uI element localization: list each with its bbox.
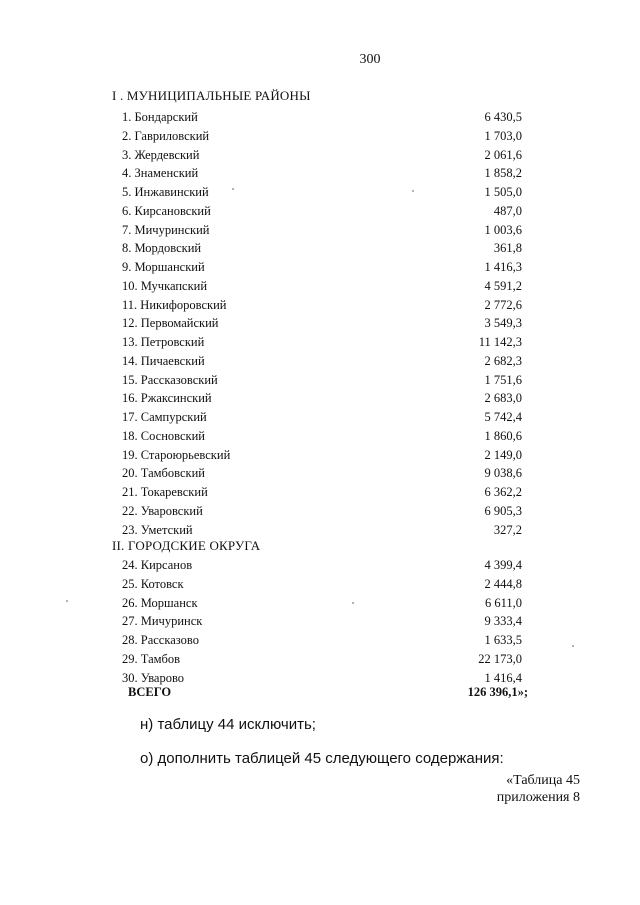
table-row — [122, 483, 522, 502]
district-amount: 9 038,6 — [484, 466, 522, 481]
section-title-city-districts: II. ГОРОДСКИЕ ОКРУГА — [112, 538, 261, 553]
table-row — [122, 296, 522, 315]
instruction-n: н) таблицу 44 исключить; — [140, 716, 316, 733]
district-amount: 327,2 — [493, 522, 522, 537]
instruction-o: о) дополнить таблицей 45 следующего содержания: — [140, 750, 504, 767]
district-amount: 487,0 — [493, 203, 522, 218]
table-row — [122, 146, 522, 165]
table-row — [122, 594, 522, 613]
caption-line-1: «Таблица 45 — [506, 773, 580, 788]
table-row — [122, 239, 522, 258]
district-name: 23. Уметский — [122, 522, 193, 537]
district-amount: 9 333,4 — [484, 614, 522, 629]
district-name: 10. Мучкапский — [122, 278, 208, 293]
table-row — [122, 258, 522, 277]
table-row — [122, 389, 522, 408]
table-row — [122, 446, 522, 465]
district-name: 17. Сампурский — [122, 410, 207, 424]
table-row — [122, 631, 522, 650]
district-name: 9. Моршанский — [122, 260, 205, 274]
table-row — [122, 277, 522, 296]
district-name: 11. Никифоровский — [122, 297, 227, 312]
district-name: 13. Петровский — [122, 335, 205, 349]
district-name: 22. Уваровский — [122, 503, 203, 518]
page-number: 300 — [359, 52, 381, 67]
district-name: 29. Тамбов — [122, 651, 181, 666]
district-name: 21. Токаревский — [122, 485, 208, 499]
table-row — [122, 202, 522, 221]
district-name: 25. Котовск — [122, 576, 184, 591]
scan-speck — [232, 188, 234, 190]
district-amount: 6 430,5 — [484, 110, 522, 124]
district-name: 2. Гавриловский — [122, 128, 210, 143]
district-amount: 6 905,3 — [484, 503, 522, 518]
district-name: 16. Ржаксинский — [122, 391, 212, 406]
table-row — [122, 371, 522, 390]
district-name: 14. Пичаевский — [122, 353, 205, 368]
district-amount: 1 751,6 — [484, 372, 522, 387]
district-name: 20. Тамбовский — [122, 466, 205, 481]
table-row — [122, 556, 522, 575]
table-row — [122, 108, 522, 127]
district-name: 24. Кирсанов — [122, 558, 193, 572]
district-name: 3. Жердевский — [122, 147, 200, 162]
district-amount: 3 549,3 — [484, 316, 522, 331]
district-amount: 11 142,3 — [478, 335, 522, 349]
table-row — [122, 352, 522, 371]
district-name: 5. Инжавинский — [122, 185, 209, 199]
scan-speck — [352, 602, 354, 604]
district-amount: 2 149,0 — [484, 447, 522, 462]
district-name: 6. Кирсановский — [122, 203, 211, 218]
district-amount: 361,8 — [493, 241, 522, 256]
table-row — [122, 612, 522, 631]
district-name: 15. Рассказовский — [122, 372, 218, 387]
district-amount: 4 399,4 — [484, 558, 522, 572]
total-value: 126 396,1»; — [467, 685, 528, 699]
total-label: ВСЕГО — [128, 685, 172, 699]
district-amount: 5 742,4 — [484, 410, 522, 424]
district-amount: 1 003,6 — [484, 222, 522, 237]
table-row — [122, 669, 522, 688]
scan-speck — [412, 190, 414, 192]
city-districts-list — [122, 556, 522, 687]
table-row — [122, 221, 522, 240]
district-name: 30. Уварово — [122, 670, 185, 685]
table-row — [122, 333, 522, 352]
section-title-municipal-districts: I . МУНИЦИПАЛЬНЫЕ РАЙОНЫ — [112, 88, 311, 103]
district-amount: 1 416,4 — [484, 670, 522, 685]
district-name: 1. Бондарский — [122, 110, 198, 124]
district-amount: 22 173,0 — [478, 651, 522, 666]
district-name: 27. Мичуринск — [122, 614, 203, 629]
district-amount: 4 591,2 — [484, 278, 522, 293]
table-caption — [497, 772, 580, 806]
table-row — [122, 521, 522, 540]
district-amount: 2 061,6 — [484, 147, 522, 162]
district-name: 28. Рассказово — [122, 633, 199, 647]
district-name: 8. Мордовский — [122, 241, 202, 256]
table-row — [122, 502, 522, 521]
district-name: 7. Мичуринский — [122, 222, 210, 237]
district-amount: 6 362,2 — [484, 485, 522, 499]
table-row — [122, 650, 522, 669]
district-name: 26. Моршанск — [122, 595, 198, 610]
scan-speck — [66, 600, 68, 602]
district-amount: 1 416,3 — [484, 260, 522, 274]
district-name: 19. Староюрьевский — [122, 447, 231, 462]
caption-line-2: приложения 8 — [496, 790, 580, 805]
district-amount: 1 703,0 — [484, 128, 522, 143]
municipal-districts-list — [122, 108, 522, 539]
table-row — [122, 575, 522, 594]
district-name: 18. Сосновский — [122, 428, 205, 443]
district-amount: 1 860,6 — [484, 428, 522, 443]
district-amount: 2 772,6 — [484, 297, 522, 312]
table-row — [122, 464, 522, 483]
district-amount: 2 444,8 — [484, 576, 522, 591]
district-amount: 1 633,5 — [484, 633, 522, 647]
table-row — [122, 314, 522, 333]
district-amount: 2 683,0 — [484, 391, 522, 406]
district-amount: 1 858,2 — [484, 166, 522, 181]
table-row — [122, 427, 522, 446]
table-row — [122, 164, 522, 183]
scan-speck — [572, 645, 574, 647]
district-amount: 2 682,3 — [484, 353, 522, 368]
district-name: 4. Знаменский — [122, 166, 199, 181]
district-amount: 1 505,0 — [484, 185, 522, 199]
district-amount: 6 611,0 — [484, 595, 522, 610]
table-row — [122, 183, 522, 202]
district-name: 12. Первомайский — [122, 316, 219, 331]
table-row — [122, 408, 522, 427]
table-row — [122, 127, 522, 146]
